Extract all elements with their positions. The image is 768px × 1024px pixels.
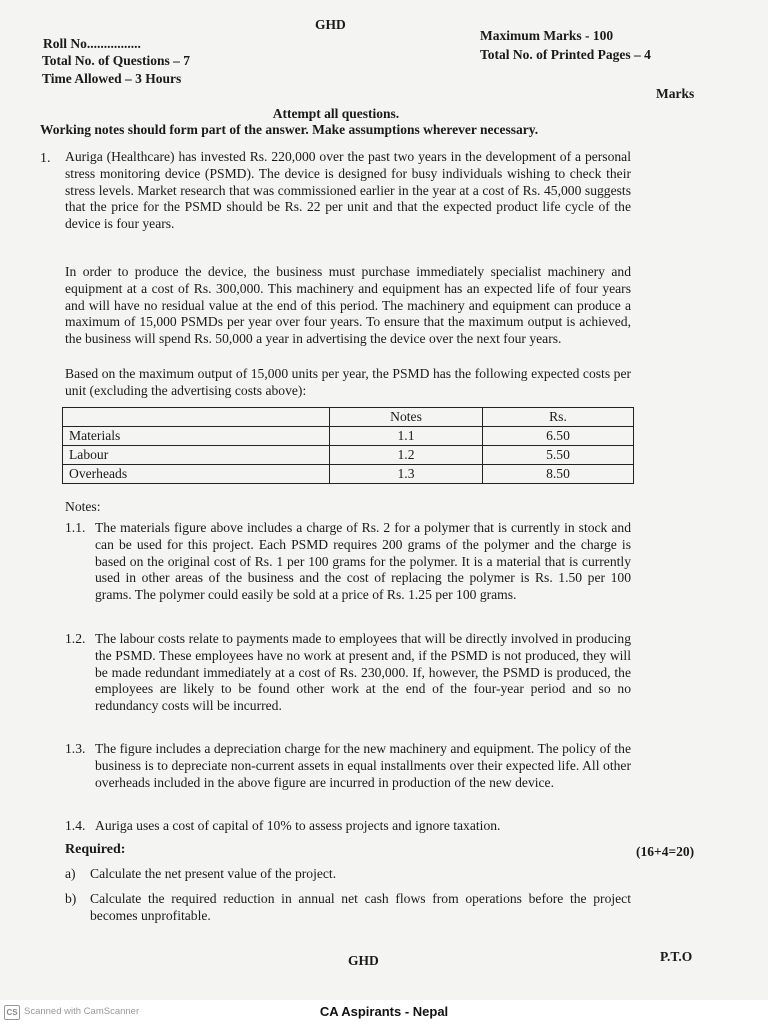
table-header-cell: Notes	[330, 408, 483, 427]
table-cell: 1.2	[330, 446, 483, 465]
required-part-b	[65, 891, 631, 925]
printed-pages: Total No. of Printed Pages – 4	[480, 47, 651, 62]
table-cell: 1.3	[330, 465, 483, 484]
camscanner-logo-icon: CS	[4, 1005, 20, 1020]
table-row	[63, 465, 634, 484]
pto-label: P.T.O	[660, 949, 693, 964]
table-row	[63, 427, 634, 446]
question-paragraph-2: In order to produce the device, the business must purchase immediately specialist machinery and equipment at a cost of Rs. 300,000. This machinery and equipment has an expected life of four years and will have no residual value at the end of this period. The machinery and equipment can produce a maximum of 15,000 PSMDs per year over four years. To ensure that the maximum output is achieved, the business will spend Rs. 50,000 a year in advertising the device over the next four years.	[65, 264, 631, 347]
required-label: Required:	[65, 842, 126, 857]
note-item	[65, 520, 631, 604]
table-cell: 6.50	[483, 427, 634, 446]
note-item	[65, 818, 631, 835]
note-number: 1.3.	[65, 741, 86, 756]
table-header-cell	[63, 408, 330, 427]
table-cell: 5.50	[483, 446, 634, 465]
notes-label: Notes:	[65, 499, 101, 514]
table-cell: Materials	[63, 427, 330, 446]
scanner-watermark: Scanned with CamScanner	[24, 1006, 140, 1017]
note-item	[65, 741, 631, 791]
brand-label: CA Aspirants - Nepal	[319, 1004, 449, 1019]
table-cell: Overheads	[63, 465, 330, 484]
question-paragraph-1: Auriga (Healthcare) has invested Rs. 220,000 over the past two years in the development of a personal stress monitoring device (PSMD). The device is designed for busy individuals wishing to check their stress levels. Market research that was commissioned earlier in the year at a cost of Rs. 45,000 suggests that the price for the PSMD should be Rs. 22 per unit and that the expected product life cycle of the device is four years.	[65, 149, 631, 232]
cost-table	[62, 407, 634, 484]
note-text: Auriga uses a cost of capital of 10% to assess projects and ignore taxation.	[95, 818, 501, 833]
note-text: The labour costs relate to payments made to employees that will be directly involved in producing the PSMD. These employees have no work at present and, if the PSMD is not produced, they will be made redundant immediately at a cost of Rs. 230,000. If, however, the PSMD is produced, the employees are likely to be found other work at the end of the four-year period and so no redundancy costs will be incurred.	[95, 631, 631, 714]
instruction-working-notes: Working notes should form part of the answer. Make assumptions wherever necessary.	[40, 122, 539, 137]
scanner-footer	[0, 1000, 768, 1024]
max-marks: Maximum Marks - 100	[480, 28, 614, 43]
note-text: The figure includes a depreciation charge for the new machinery and equipment. The policy of the business is to depreciate non-current assets in equal installments over their expected life. All other overheads included in the above figure are incurred in production of the new device.	[95, 741, 631, 790]
table-cell: 1.1	[330, 427, 483, 446]
question-paragraph-3: Based on the maximum output of 15,000 units per year, the PSMD has the following expected costs per unit (excluding the advertising costs above):	[65, 366, 631, 398]
question-number: 1.	[40, 151, 51, 166]
note-number: 1.1.	[65, 520, 86, 535]
note-item	[65, 631, 631, 715]
table-row	[63, 446, 634, 465]
footer-code: GHD	[348, 953, 379, 968]
note-text: The materials figure above includes a charge of Rs. 2 for a polymer that is currently in stock and can be used for this project. Each PSMD requires 200 grams of the polymer and the charge is based on the original cost of Rs. 1 per 100 grams for the polymer. It is a material that is currently used in other areas of the business and the cost of replacing the polymer is Rs. 1.50 per 100 grams. The polymer could easily be sold at a price of Rs. 1.25 per 100 grams.	[95, 520, 631, 603]
note-number: 1.4.	[65, 818, 86, 833]
instruction-attempt: Attempt all questions.	[272, 106, 400, 121]
marks-label: Marks	[656, 86, 695, 101]
roll-no: Roll No................	[43, 36, 141, 51]
table-header-cell: Rs.	[483, 408, 634, 427]
part-text: Calculate the required reduction in annual net cash flows from operations before the project becomes unprofitable.	[90, 891, 631, 923]
part-label: a)	[65, 866, 76, 881]
time-allowed: Time Allowed – 3 Hours	[42, 71, 182, 86]
table-cell: 8.50	[483, 465, 634, 484]
table-cell: Labour	[63, 446, 330, 465]
paper-code: GHD	[315, 17, 346, 32]
note-number: 1.2.	[65, 631, 86, 646]
question-marks: (16+4=20)	[636, 844, 695, 859]
table-header-row	[63, 408, 634, 427]
required-part-a	[65, 866, 631, 883]
part-text: Calculate the net present value of the project.	[90, 866, 337, 881]
part-label: b)	[65, 891, 77, 906]
total-questions: Total No. of Questions – 7	[42, 53, 191, 68]
